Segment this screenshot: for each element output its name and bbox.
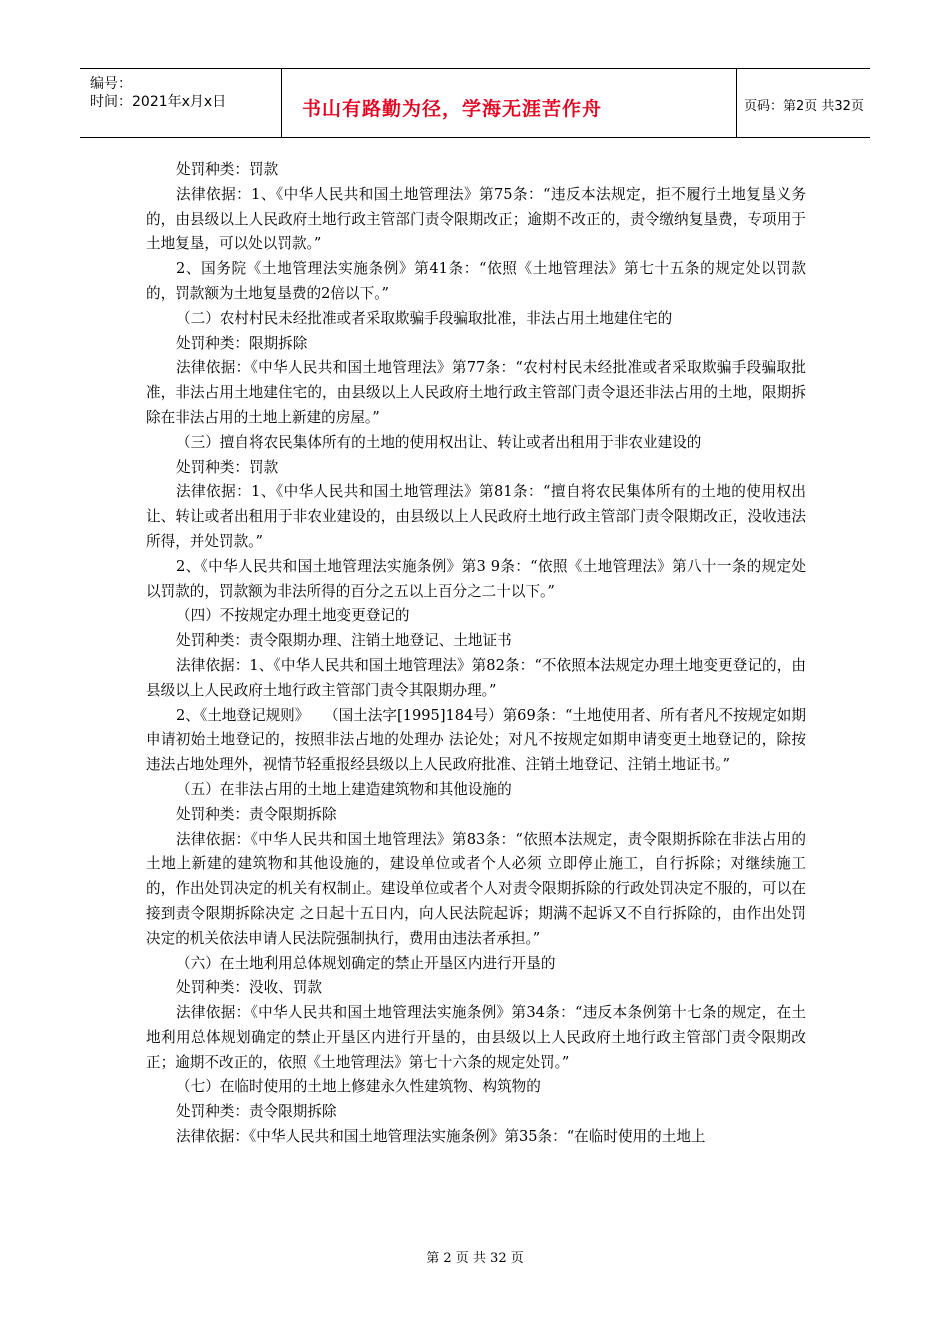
section-heading: （六）在土地利用总体规划确定的禁止开垦区内进行开垦的 [176,954,556,972]
paragraph: 法律依据：《中华人民共和国土地管理法》第83条：“依照本法规定，责令限期拆除在非法占用的土地上新建的建筑物和其他设施的，建设单位或者个人必须 立即停止施工，自行拆除；对继续施工的，作出处罚决定的机关有权制止。建设单位或者个人对责令限期拆除的行政处罚决定不服的，可以在接到责令限期拆除决定 之日起十五日内，向人民法院起诉；期满不起诉又不自行拆除的，由作出处罚决定的机关依法申请人民法院强制执行，费用由违法者承担。” [146,830,806,947]
header-meta-cell [80,69,280,137]
paragraph: 法律依据：《中华人民共和国土地管理法实施条例》第34条：“违反本条例第十七条的规定，在土地利用总体规划确定的禁止开垦区内进行开垦的，由县级以上人民政府土地行政主管部门责令限期改正；逾期不改正的，依照《土地管理法》第七十六条的规定处罚。” [146,1004,806,1071]
paragraph: 处罚种类：限期拆除 [176,334,308,352]
header-page-cell [736,69,870,137]
section-heading: （二）农村村民未经批准或者采取欺骗手段骗取批准，非法占用土地建住宅的 [176,309,673,327]
paragraph: 处罚种类：罚款 [176,161,279,178]
section-heading: （七）在临时使用的土地上修建永久性建筑物、构筑物的 [176,1078,541,1096]
paragraph: 法律依据：《中华人民共和国土地管理法》第77条：“农村村民未经批准或者采取欺骗手段骗取批准，非法占用土地建住宅的，由县级以上人民政府土地行政主管部门责令退还非法占用的土地，限期拆除在非法占用的土地上新建的房屋。” [146,359,806,426]
document-header [80,68,870,138]
paragraph: 法律依据：《中华人民共和国土地管理法实施条例》第35条：“在临时使用的土地上 [176,1128,706,1146]
paragraph: 2、国务院《土地管理法实施条例》第41条：“依照《土地管理法》第七十五条的规定处以罚款的，罚款额为土地复垦费的2倍以下。” [146,260,806,302]
section-heading: （四）不按规定办理土地变更登记的 [176,607,410,625]
document-date: 时间：2021年x月x日 [90,94,227,110]
header-motto-cell [281,69,737,137]
page-footer: 第 2 页 共 32 页 [426,1251,524,1266]
paragraph: 处罚种类：责令限期办理、注销土地登记、土地证书 [176,632,512,650]
paragraph: 法律依据：1、《中华人民共和国土地管理法》第81条：“擅自将农民集体所有的土地的使用权出让、转让或者出租用于非农业建设的，由县级以上人民政府土地行政主管部门责令限期改正，没收违法所得，并处罚款。” [146,483,806,550]
section-heading: （三）擅自将农民集体所有的土地的使用权出让、转让或者出租用于非农业建设的 [176,433,702,451]
paragraph: 2、《中华人民共和国土地管理法实施条例》第3 9条：“依照《土地管理法》第八十一条的规定处以罚款的，罚款额为非法所得的百分之五以上百分之二十以下。” [146,557,806,600]
section-heading: （五）在非法占用的土地上建造建筑物和其他设施的 [176,780,512,798]
paragraph: 处罚种类：罚款 [176,458,279,476]
document-body [146,158,806,1150]
paragraph: 法律依据：1、《中华人民共和国土地管理法》第82条：“不依照本法规定办理土地变更登记的，由县级以上人民政府土地行政主管部门责令其限期办理。” [146,656,806,699]
paragraph: 法律依据：1、《中华人民共和国土地管理法》第75条：“违反本法规定，拒不履行土地复垦义务的，由县级以上人民政府土地行政主管部门责令限期改正；逾期不改正的，责令缴纳复垦费，专项用于土地复垦，可以处以罚款。” [146,185,806,253]
paragraph: 2、《土地登记规则》 （国土法字[1995]184号）第69条：“土地使用者、所有者凡不按规定如期申请初始土地登记的，按照非法占地的处理办 法论处；对凡不按规定如期申请变更土地登记的，除按违法占地处理外，视情节轻重报经县级以上人民政府批准、注销土地登记、注销土地证书。” [146,706,806,774]
paragraph: 处罚种类：责令限期拆除 [176,805,337,823]
paragraph: 处罚种类：责令限期拆除 [176,1103,337,1121]
header-motto: 书山有路勤为径，学海无涯苦作舟 [302,98,603,120]
header-page-info: 页码：第2页 共32页 [744,99,864,114]
document-number-label: 编号： [90,76,132,92]
paragraph: 处罚种类：没收、罚款 [176,979,322,997]
